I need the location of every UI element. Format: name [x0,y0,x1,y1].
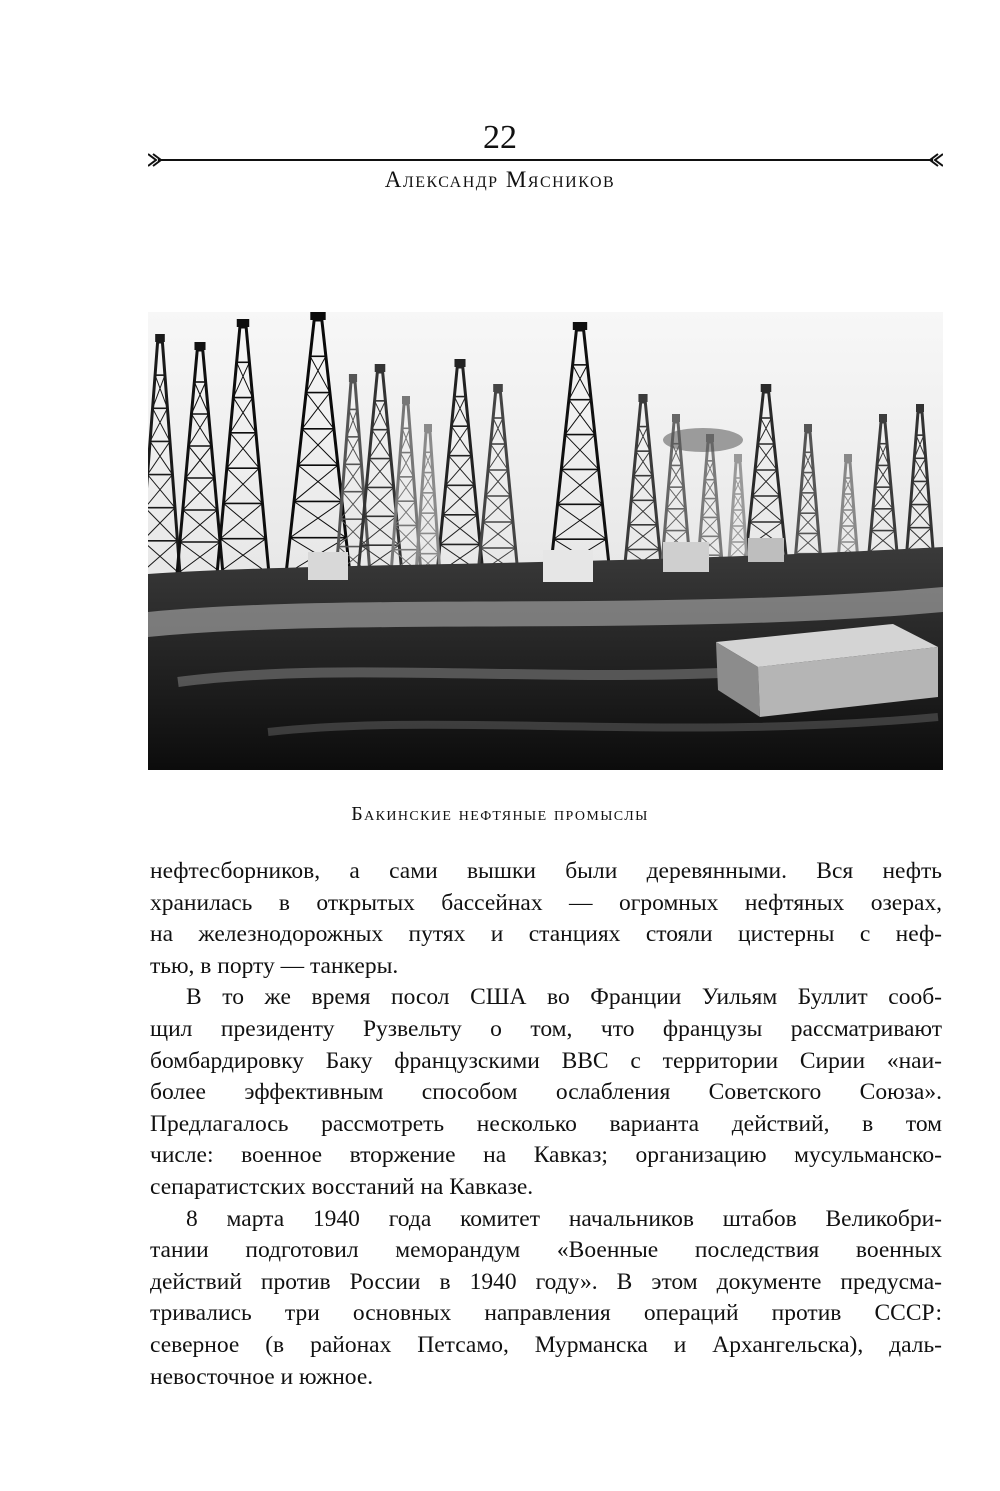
body-text [150,856,942,1393]
text-line: щил президенту Рузвельту о том, что французы рассматривают [150,1015,942,1042]
text-line: тании подготовил меморандум «Военные последствия военных [150,1237,942,1264]
oil-derricks-photo [148,312,943,770]
text-line: 8 марта 1940 года комитет начальников штабов Великобри- [186,1205,942,1232]
text-line: нефтесборников, а сами вышки были деревянными. Вся нефть [150,858,942,884]
text-line: числе: военное вторжение на Кавказ; организацию мусульманско- [150,1142,942,1169]
paragraph [150,1204,942,1394]
running-head-author: Александр Мясников [384,167,616,192]
text-line: бомбардировку Баку французскими ВВС с территории Сирии «наи- [150,1047,942,1074]
text-line: более эффективным способом ослабления Советского Союза». [150,1079,942,1106]
paragraph [150,856,942,982]
text-line: Предлагалось рассмотреть несколько варианта действий, в том [150,1110,942,1137]
paragraph [150,982,942,1203]
text-line: хранилась в открытых бассейнах — огромных нефтяных озерах, [150,889,942,916]
text-line: действий против России в 1940 году». В этом документе предусма- [150,1268,942,1295]
text-line: на железнодорожных путях и станциях стояли цистерны с неф- [150,921,942,948]
text-line: сепаратистских восстаний на Кавказе. [150,1173,534,1200]
figure-caption: Бакинские нефтяные промыслы [351,803,649,825]
text-line: тью, в порту — танкеры. [150,952,399,979]
text-line: В то же время посол США во Франции Уильям Буллит сооб- [186,984,942,1011]
page-number: 22 [483,119,517,156]
text-line: северное (в районах Петсамо, Мурманска и Архангельска), даль- [150,1331,942,1358]
text-line: тривались три основных направления операций против СССР: [150,1300,942,1327]
text-line: невосточное и южное. [150,1363,374,1390]
